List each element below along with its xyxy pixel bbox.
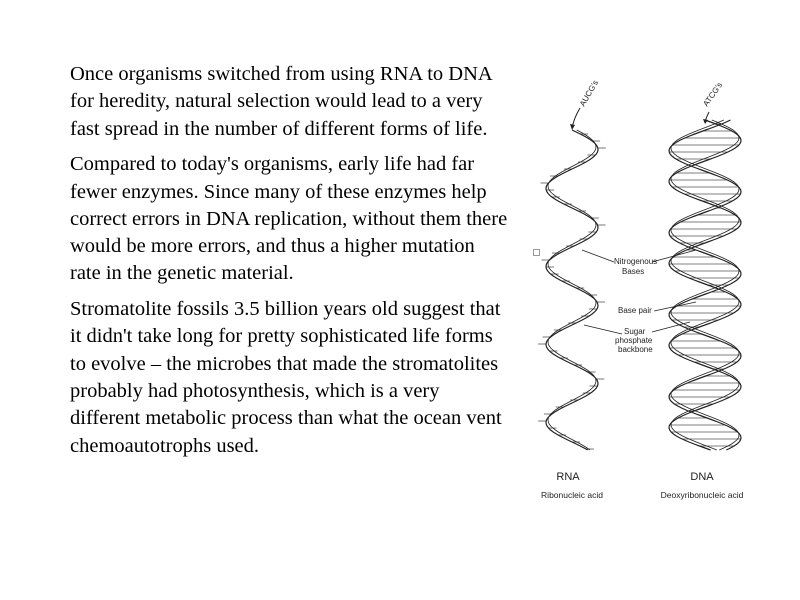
leader-line-base-pair xyxy=(654,302,696,311)
dna-title: DNA xyxy=(690,471,714,483)
label-sugar: Sugar xyxy=(624,327,646,336)
paragraph-enzymes: Compared to today's organisms, early life had far fewer enzymes. Since many of these enzymes help correct errors in DNA replication, without them there would be more errors, and thus a higher mutation rate in the genetic material. xyxy=(70,153,508,285)
backbone-strand xyxy=(546,130,598,450)
dna-top-label: ATCG's xyxy=(701,80,725,109)
label-base-pair: Base pair xyxy=(618,306,652,315)
rna-title: RNA xyxy=(556,471,580,483)
paragraph-rna-to-dna: Once organisms switched from using RNA to DNA for heredity, natural selection would lead to a very fast spread in the number of different forms of life. xyxy=(70,63,492,140)
dna-top-label-group xyxy=(701,81,724,124)
rna-helix-icon xyxy=(538,130,606,450)
helix-illustration xyxy=(500,70,800,520)
dna-arrowhead-icon xyxy=(703,119,708,124)
rna-dna-diagram xyxy=(500,70,800,520)
rna-top-label: AUCG's xyxy=(577,78,601,108)
label-nitrogenous-line2: Bases xyxy=(622,267,645,276)
paragraph-stromatolites: Stromatolite fossils 3.5 billion years old suggest that it didn't take long for pretty sophisticated life forms to evolve – the microbes that made the stromatolites probably had photosynthesis, which is a very different metabolic process than what the ocean vent chemoautotrophs used. xyxy=(70,298,502,457)
label-phosphate: phosphate xyxy=(615,336,653,345)
leader-line-left xyxy=(582,250,614,262)
leader-line-sugar-left xyxy=(584,325,622,334)
label-backbone: backbone xyxy=(618,345,653,354)
body-text xyxy=(70,61,510,468)
rna-subtitle: Ribonucleic acid xyxy=(541,490,603,500)
rna-arrowhead-icon xyxy=(570,124,575,130)
dna-helix-icon xyxy=(669,120,741,450)
rna-top-label-group xyxy=(570,79,600,130)
dna-subtitle: Deoxyribonucleic acid xyxy=(660,490,744,500)
label-nitrogenous-line1: Nitrogenous xyxy=(614,257,658,266)
leader-line-right xyxy=(652,250,696,262)
